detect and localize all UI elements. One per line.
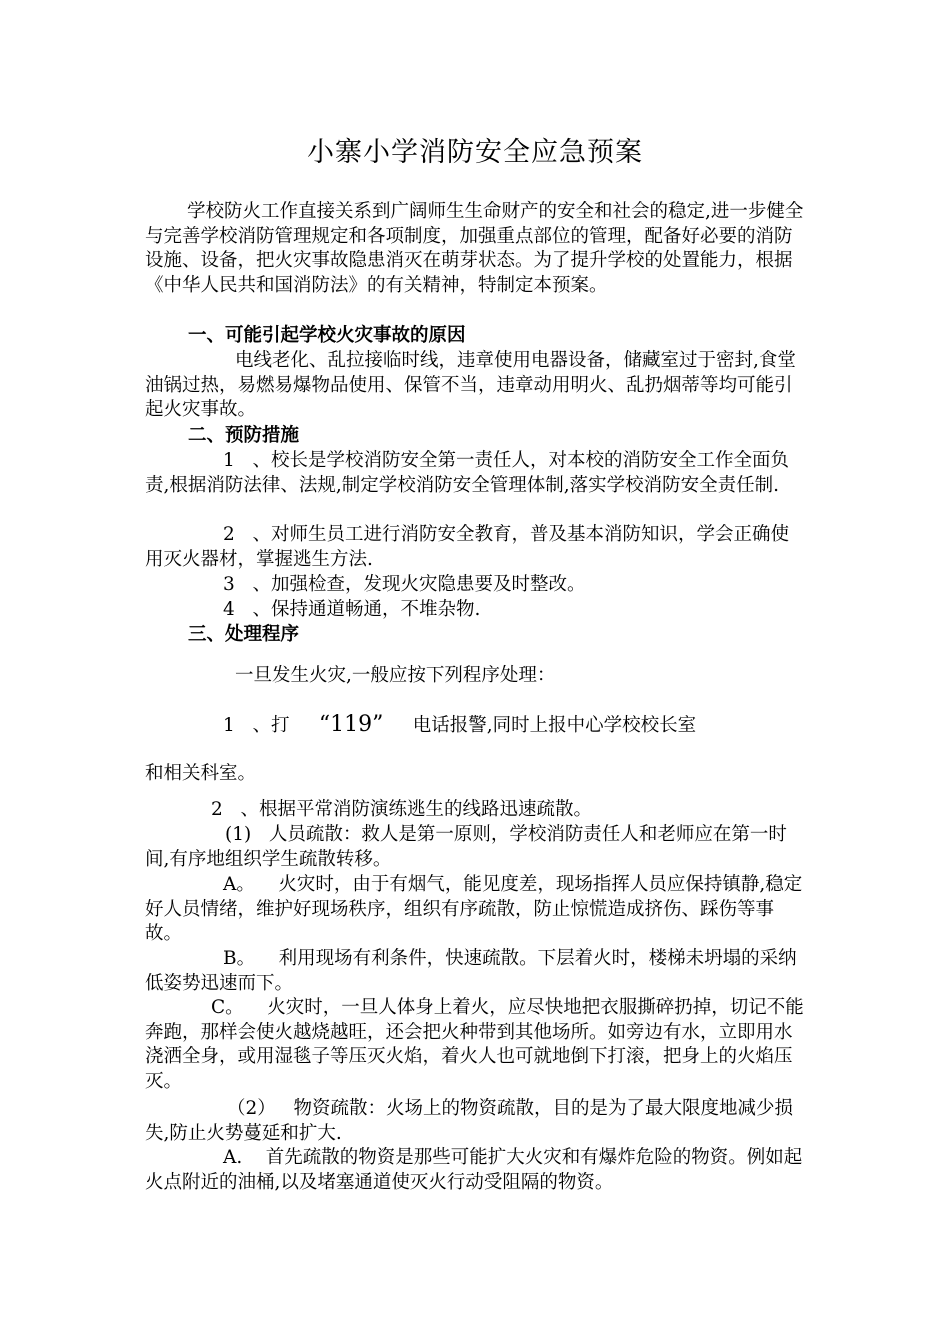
- item-text: 、加强检查，发现火灾隐患要及时整改。: [252, 574, 586, 595]
- sub-text: 首先疏散的物资是那些可能扩大火灾和有爆炸危险的物资。例如起火点附近的油桶,以及堵塞通道使灭火行动受阻隔的物资。: [145, 1147, 803, 1193]
- personnel-item-b: [145, 947, 805, 996]
- procedure-step-1: [223, 710, 823, 741]
- prevention-item-1: [145, 449, 805, 498]
- step-text: 电话报警,同时上报中心学校校长室: [412, 715, 697, 736]
- sub-label: A。: [223, 874, 255, 895]
- sub-label: A.: [223, 1147, 243, 1168]
- sub-text: 物资疏散：火场上的物资疏散，目的是为了最大限度地减少损失,防止火势蔓延和扩大.: [145, 1098, 793, 1144]
- step-text: 、根据平常消防演练逃生的线路迅速疏散。: [240, 799, 592, 820]
- item-text: 、校长是学校消防安全第一责任人，对本校的消防安全工作全面负责,根据消防法律、法规,制定学校消防安全管理体制,落实学校消防安全责任制.: [145, 450, 789, 496]
- sub-label: C。: [211, 997, 244, 1018]
- prevention-item-2: [145, 523, 805, 572]
- emergency-number: “119”: [318, 712, 384, 737]
- sub-text: 利用现场有利条件，快速疏散。下层着火时，楼梯未坍塌的采纳低姿势迅速而下。: [145, 948, 797, 994]
- sub-label: （2）: [227, 1098, 276, 1119]
- item-number: 2: [223, 524, 235, 545]
- item-number: 3: [223, 574, 235, 595]
- intro-paragraph: 学校防火工作直接关系到广阔师生生命财产的安全和社会的稳定,进一步健全与完善学校消防管理规定和各项制度，加强重点部位的管理，配备好必要的消防设施、设备，把火灾事故隐患消灭在萌芽状态。为了提升学校的处置能力，根据《中华人民共和国消防法》的有关精神，特制定本预案。: [145, 201, 804, 296]
- sub-label: B。: [223, 948, 256, 969]
- procedure-step-2: [145, 798, 805, 823]
- step-number: 2: [211, 799, 223, 820]
- item-number: 4: [223, 599, 235, 620]
- item-text: 、保持通道畅通，不堆杂物.: [252, 599, 481, 620]
- prevention-item-3: [145, 573, 805, 598]
- prevention-item-4: [145, 598, 805, 623]
- material-evacuation: [145, 1097, 805, 1146]
- sub-text: 火灾时，一旦人体身上着火，应尽快地把衣服撕碎扔掉，切记不能奔跑，那样会使火越烧越旺，还会把火种带到其他场所。如旁边有水，立即用水浇洒全身，或用湿毯子等压灭火焰，着火人也可就地倒下打滚，把身上的火焰压灭。: [145, 997, 804, 1092]
- personnel-item-c: [145, 996, 805, 1094]
- step-text: 、打: [252, 715, 290, 736]
- item-text: 、对师生员工进行消防安全教育，普及基本消防知识，学会正确使用灭火器材，掌握逃生方法.: [145, 524, 789, 570]
- section-heading-procedure: 三、处理程序: [188, 624, 300, 645]
- personnel-item-a: [145, 873, 805, 947]
- causes-paragraph: 电线老化、乱拉接临时线，违章使用电器设备，储藏室过于密封,食堂油锅过热，易燃易爆物品使用、保管不当，违章动用明火、乱扔烟蒂等均可能引起火灾事故。: [145, 350, 796, 420]
- document-title: 小寨小学消防安全应急预案: [307, 137, 643, 168]
- item-number: 1: [223, 450, 235, 471]
- procedure-step-1-cont: 和相关科室。: [145, 763, 257, 784]
- section-heading-prevention: 二、预防措施: [188, 425, 300, 446]
- step-number: 1: [223, 715, 235, 736]
- section-heading-causes: 一、可能引起学校火灾事故的原因: [188, 325, 466, 346]
- procedure-lead: 一旦发生火灾,一般应按下列程序处理：: [235, 665, 556, 686]
- material-item-a: [145, 1146, 805, 1195]
- personnel-evacuation: [145, 823, 805, 872]
- sub-label: (1): [225, 824, 252, 845]
- sub-text: 人员疏散：救人是第一原则，学校消防责任人和老师应在第一时间,有序地组织学生疏散转移。: [145, 824, 787, 870]
- sub-text: 火灾时，由于有烟气，能见度差，现场指挥人员应保持镇静,稳定好人员情绪，维护好现场秩序，组织有序疏散，防止惊慌造成挤伤、踩伤等事故。: [145, 874, 803, 944]
